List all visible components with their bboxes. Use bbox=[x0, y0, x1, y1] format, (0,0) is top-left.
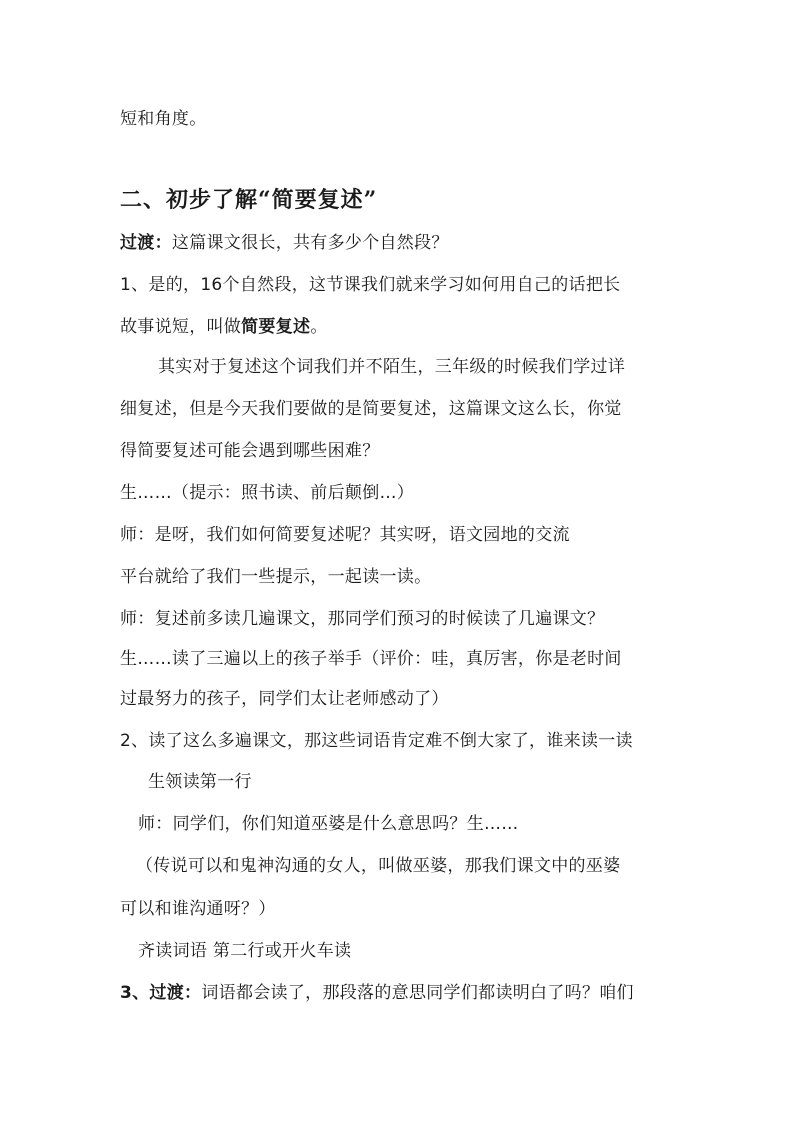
paragraph-line bbox=[120, 982, 634, 1004]
paragraph-line: 平台就给了我们一些提示，一起读一读。 bbox=[120, 567, 432, 587]
key-term: 简要复述 bbox=[241, 317, 311, 337]
paragraph-line: 齐读词语 第二行或开火车读 bbox=[138, 941, 352, 961]
paragraph-line: 得简要复述可能会遇到哪些困难？ bbox=[120, 441, 380, 461]
paragraph-line: 生……（提示：照书读、前后颠倒…） bbox=[120, 483, 415, 503]
transition-label: 3、过渡： bbox=[120, 983, 202, 1003]
paragraph-line: 生……读了三遍以上的孩子举手（评价：哇，真厉害，你是老时间 bbox=[120, 649, 622, 669]
line-text: 故事说短，叫做 bbox=[120, 317, 242, 337]
paragraph-line: 1、是的，16个自然段，这节课我们就来学习如何用自己的话把长 bbox=[120, 275, 621, 295]
paragraph-line: 生领读第一行 bbox=[148, 772, 252, 792]
paragraph-line: 2、读了这么多遍课文，那这些词语肯定难不倒大家了，谁来读一读 bbox=[120, 731, 633, 751]
paragraph-line: 过最努力的孩子，同学们太让老师感动了） bbox=[120, 689, 449, 709]
paragraph-line: 师：是呀，我们如何简要复述呢？其实呀，语文园地的交流 bbox=[120, 525, 570, 545]
paragraph-line bbox=[120, 232, 449, 254]
paragraph-line: 细复述，但是今天我们要做的是简要复述，这篇课文这么长，你觉 bbox=[120, 399, 622, 419]
paragraph-line: 师：复述前多读几遍课文，那同学们预习的时候读了几遍课文？ bbox=[120, 609, 605, 629]
paragraph-line: （传说可以和鬼神沟通的女人，叫做巫婆，那我们课文中的巫婆 bbox=[136, 856, 621, 876]
section-heading: 二、初步了解“简要复述” bbox=[120, 187, 378, 213]
paragraph-line: 可以和谁沟通呀？） bbox=[120, 899, 276, 919]
line-text: 。 bbox=[310, 317, 328, 337]
transition-label: 过渡： bbox=[120, 233, 172, 253]
paragraph-line: 其实对于复述这个词我们并不陌生，三年级的时候我们学过详 bbox=[158, 357, 626, 377]
paragraph-line: 师：同学们，你们知道巫婆是什么意思吗？生…… bbox=[138, 814, 519, 834]
line-text: 这篇课文很长，共有多少个自然段？ bbox=[171, 233, 449, 253]
paragraph-line: 短和角度。 bbox=[120, 109, 207, 129]
line-text: 词语都会读了，那段落的意思同学们都读明白了吗？咱们 bbox=[201, 983, 634, 1003]
paragraph-line bbox=[120, 316, 328, 338]
